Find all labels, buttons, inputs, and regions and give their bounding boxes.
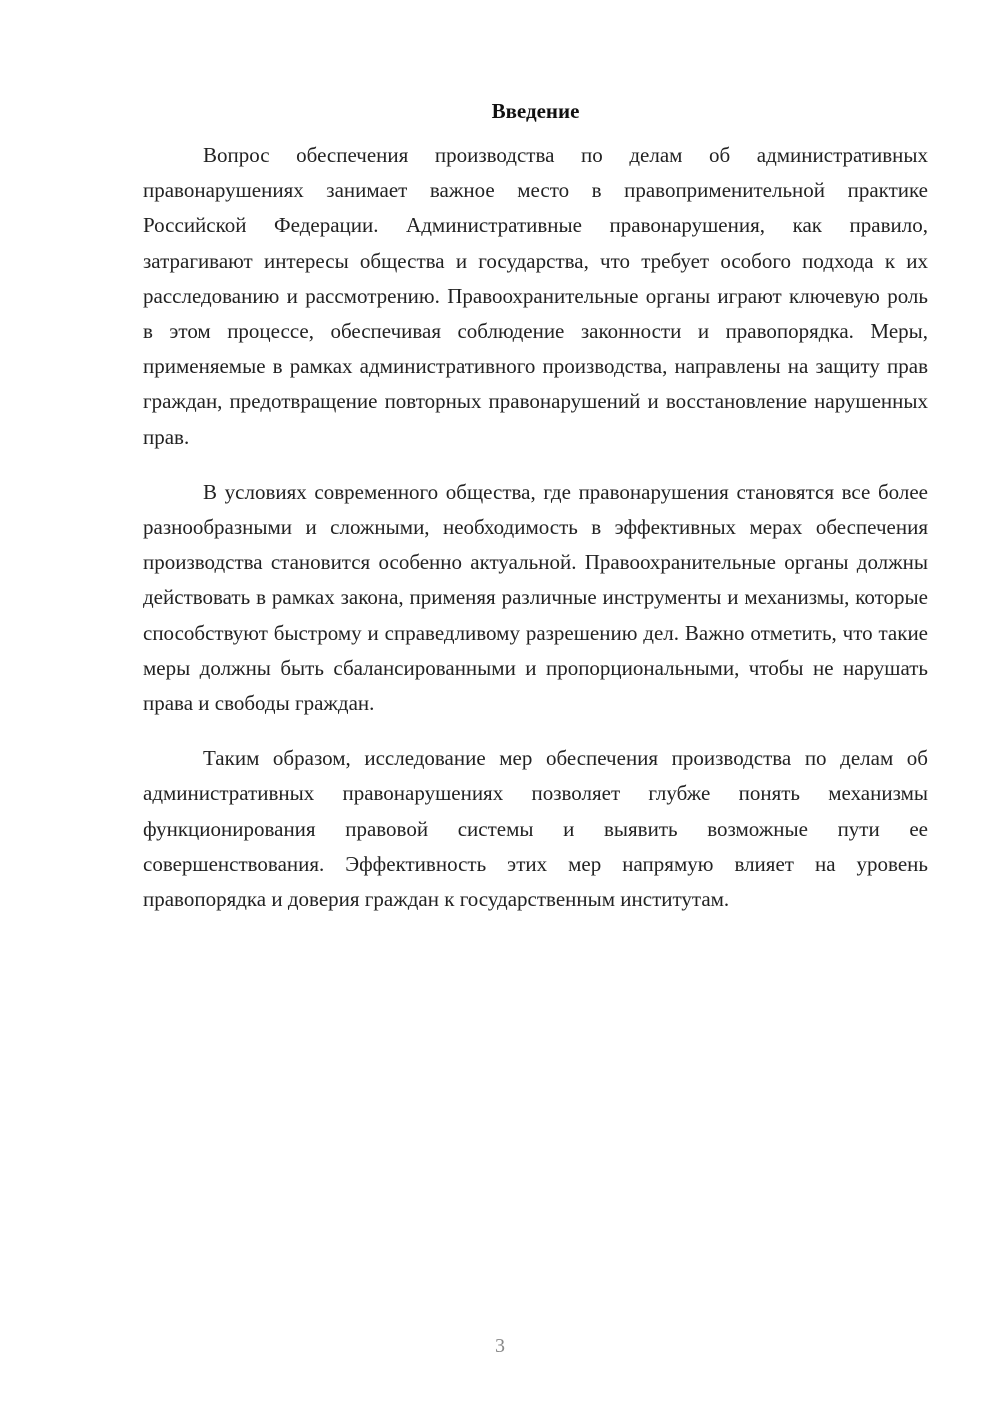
page-content [143, 96, 928, 937]
paragraph-3: Таким образом, исследование мер обеспечения производства по делам об административных правонарушениях позволяет глубже понять механизмы функционирования правовой системы и выявить возможные пути ее совершенствования. Эффективность этих мер напрямую влияет на уровень правопорядка и доверия граждан к государственным институтам. [143, 746, 928, 912]
page-number: 3 [495, 1335, 505, 1357]
paragraph-1: Вопрос обеспечения производства по делам об административных правонарушениях занимает важное место в правоприменительной практике Российской Федерации. Административные правонарушения, как правило, затрагивают интересы общества и государства, что требует особого подхода к их расследованию и рассмотрению. Правоохранительные органы играют ключевую роль в этом процессе, обеспечивая соблюдение законности и правопорядка. Меры, применяемые в рамках административного производства, направлены на защиту прав граждан, предотвращение повторных правонарушений и восстановление нарушенных прав. [143, 143, 928, 449]
section-title: Введение [491, 99, 580, 123]
paragraph-2: В условиях современного общества, где правонарушения становятся все более разнообразными и сложными, необходимость в эффективных мерах обеспечения производства становится особенно актуальной. Правоохранительные органы должны действовать в рамках закона, применяя различные инструменты и механизмы, которые способствуют быстрому и справедливому разрешению дел. Важно отметить, что такие меры должны быть сбалансированными и пропорциональными, чтобы не нарушать права и свободы граждан. [143, 479, 928, 716]
